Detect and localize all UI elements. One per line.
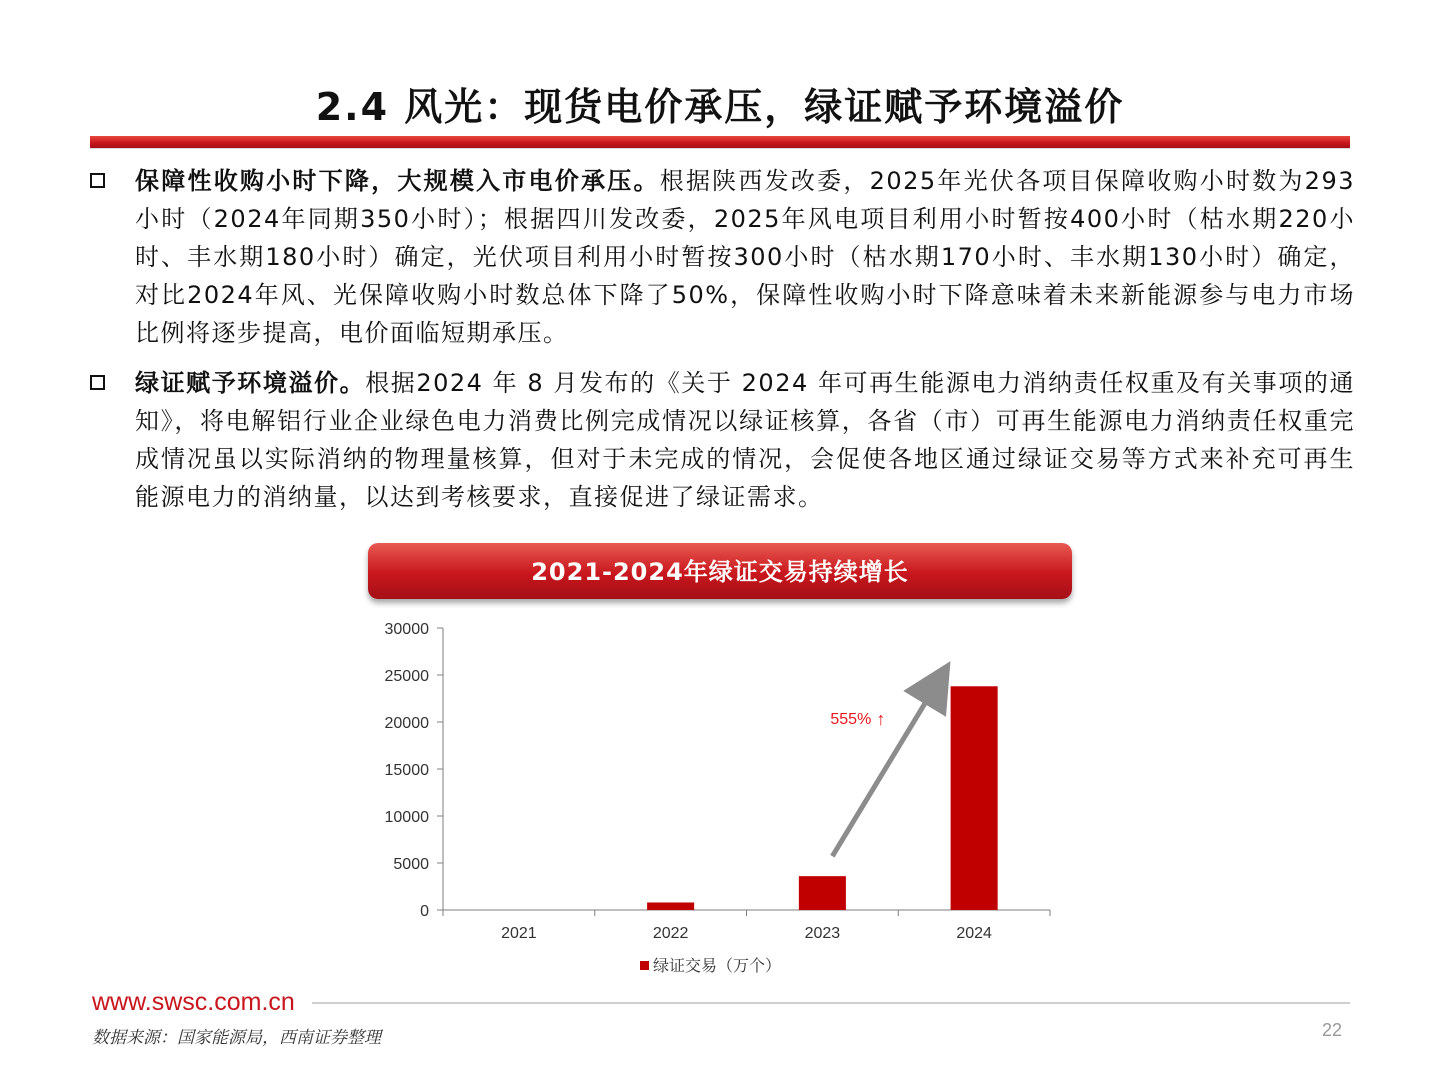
x-tick-label: 2024 <box>956 925 992 942</box>
growth-arrow <box>832 678 940 856</box>
page-number: 22 <box>1322 1020 1343 1040</box>
growth-annotation-label: 555% <box>830 711 872 729</box>
x-tick-label: 2021 <box>501 925 537 942</box>
footer-divider <box>312 1002 1350 1004</box>
y-tick-label: 0 <box>420 903 429 920</box>
website-url: www.swsc.com.cn <box>92 988 295 1016</box>
chart-title-banner: 2021-2024年绿证交易持续增长 <box>368 543 1072 599</box>
data-source: 数据来源：国家能源局，西南证券整理 <box>92 1028 381 1048</box>
y-tick-label: 20000 <box>384 715 429 732</box>
y-tick-label: 25000 <box>384 668 429 685</box>
y-tick-label: 10000 <box>384 809 429 826</box>
y-tick-label: 30000 <box>384 621 429 638</box>
bar-2022 <box>647 902 694 910</box>
y-tick-label: 5000 <box>393 856 429 873</box>
legend-label: 绿证交易（万个） <box>653 958 782 975</box>
legend-swatch <box>640 961 649 970</box>
y-tick-label: 15000 <box>384 762 429 779</box>
x-tick-label: 2022 <box>652 925 689 942</box>
bullet-1-lead: 保障性收购小时下降，大规模入市电价承压。 <box>135 167 660 195</box>
page-title: 2.4 风光：现货电价承压，绿证赋予环境溢价 <box>315 85 1125 129</box>
bar-2023 <box>799 876 846 910</box>
up-arrow-icon: ↑ <box>876 709 886 730</box>
bar-2024 <box>951 686 998 910</box>
bullet-2-lead: 绿证赋予环境溢价。 <box>135 369 366 397</box>
x-tick-label: 2023 <box>804 925 841 942</box>
bullet-2-body: 根据2024 年 8 月发布的《关于 2024 年可再生能源电力消纳责任权重及有关事项的通知》，将电解铝行业企业绿色电力消费比例完成情况以绿证核算，各省（市）可再生能源电力消纳责任权重完成情况虽以实际消纳的物理量核算，但对于未完成的情况，会促使各地区通过绿证交易等方式来补充可再生能源电力的消纳量，以达到考核要求，直接促进了绿证需求。 <box>135 369 1355 511</box>
bullet-1-body: 根据陕西发改委，2025年光伏各项目保障收购小时数为293 小时（2024年同期350小时）；根据四川发改委，2025年风电项目利用小时暂按400小时（枯水期220小时、丰水期180小时）确定，光伏项目利用小时暂按300小时（枯水期170小时、丰水期130小时）确定，对比2024年风、光保障收购小时数总体下降了50%，保障性收购小时下降意味着未来新能源参与电力市场比例将逐步提高，电价面临短期承压。 <box>135 167 1355 347</box>
